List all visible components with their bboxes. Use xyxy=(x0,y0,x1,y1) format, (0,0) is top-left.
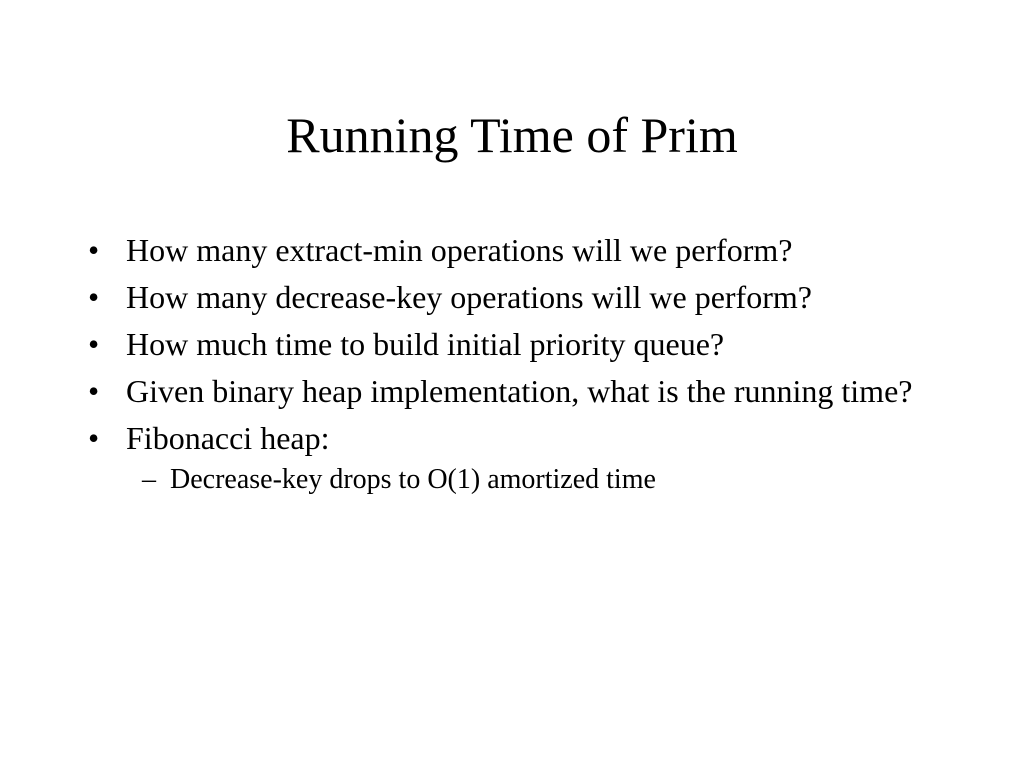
bullet-text: How many decrease-key operations will we perform? xyxy=(126,279,812,315)
sub-bullet-list xyxy=(126,461,944,499)
bullet-text: Given binary heap implementation, what is the running time? xyxy=(126,373,913,409)
sub-bullet-item xyxy=(126,461,944,499)
bullet-list xyxy=(84,228,944,502)
bullet-text: Fibonacci heap: xyxy=(126,420,330,456)
slide-title: Running Time of Prim xyxy=(286,107,738,163)
bullet-text: How many extract-min operations will we perform? xyxy=(126,232,793,268)
bullet-item xyxy=(84,369,944,413)
sub-bullet-marker: – xyxy=(142,464,156,495)
bullet-marker: • xyxy=(88,373,100,409)
bullet-text: How much time to build initial priority queue? xyxy=(126,326,725,362)
bullet-marker: • xyxy=(88,279,100,315)
bullet-item xyxy=(84,275,944,319)
bullet-marker: • xyxy=(88,232,100,268)
sub-bullet-text: Decrease-key drops to O(1) amortized time xyxy=(170,464,656,495)
bullet-marker: • xyxy=(88,420,100,456)
bullet-item xyxy=(84,228,944,272)
bullet-marker: • xyxy=(88,326,100,362)
bullet-item xyxy=(84,322,944,366)
bullet-item xyxy=(84,416,944,499)
